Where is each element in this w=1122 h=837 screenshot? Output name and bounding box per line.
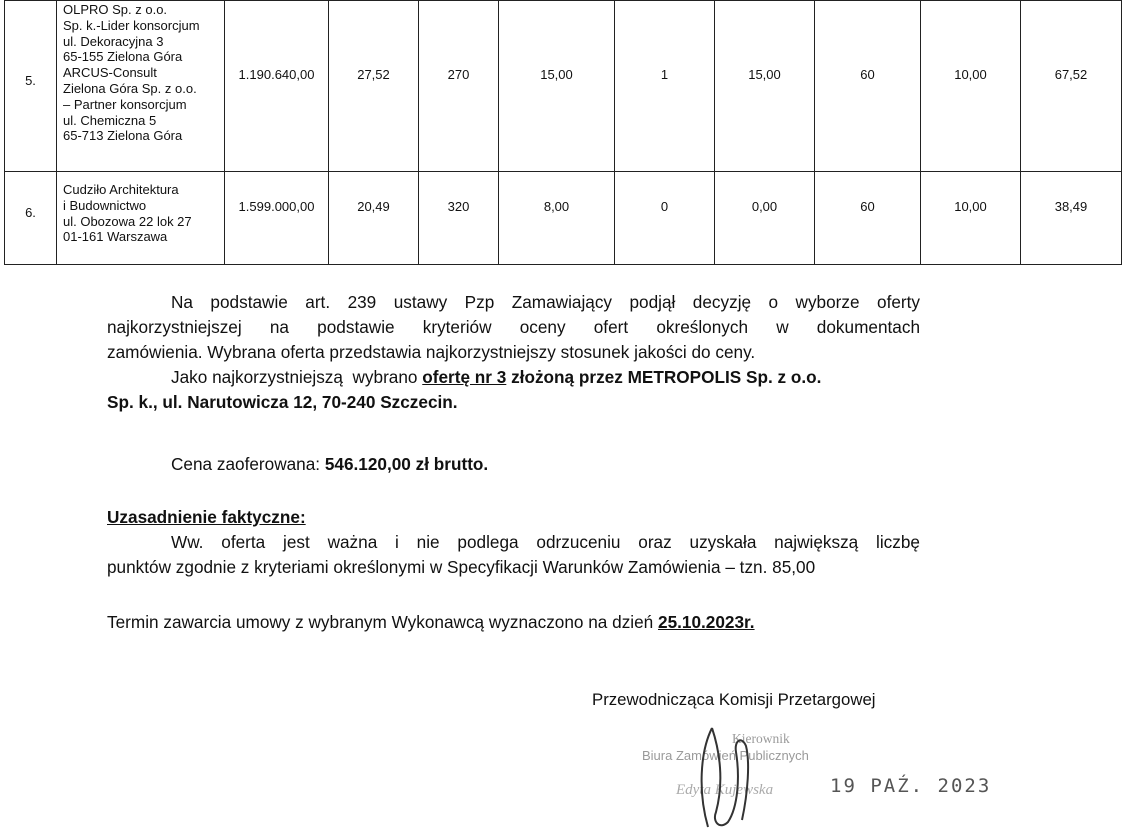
- stamp-line-2: Biura Zamówień Publicznych: [642, 748, 809, 763]
- criterion3-points-cell: 10,00: [921, 1, 1021, 172]
- lp-cell: 6.: [5, 172, 57, 265]
- decision-line-1: Na podstawie art. 239 ustawy Pzp Zamawiający podjął decyzję o wyborze oferty: [171, 292, 920, 312]
- signature-icon: [690, 722, 770, 837]
- total-points-cell: 67,52: [1021, 1, 1122, 172]
- lp-cell: 5.: [5, 1, 57, 172]
- chosen-offer: ofertę nr 3: [422, 367, 507, 387]
- total-points-cell: 38,49: [1021, 172, 1122, 265]
- chosen-address: [107, 390, 920, 415]
- justification-section: [107, 505, 920, 580]
- price-points-cell: 27,52: [329, 1, 419, 172]
- justification-heading-text: Uzasadnienie faktyczne:: [107, 507, 306, 527]
- criterion2-points-cell: 0,00: [715, 172, 815, 265]
- price-cell: 1.599.000,00: [225, 172, 329, 265]
- contract-line: [107, 610, 920, 635]
- price-points-cell: 20,49: [329, 172, 419, 265]
- criterion2-value-cell: 0: [615, 172, 715, 265]
- table-row: [5, 1, 1122, 172]
- price-cell: 1.190.640,00: [225, 1, 329, 172]
- price-line: [107, 452, 920, 477]
- criterion-points-cell: 8,00: [499, 172, 615, 265]
- chosen-by: złożoną przez METROPOLIS Sp. z o.o.: [506, 367, 822, 387]
- criterion-points-cell: 15,00: [499, 1, 615, 172]
- contract-text: Termin zawarcia umowy z wybranym Wykonawcą wyznaczono na dzień: [107, 612, 659, 632]
- criterion2-points-cell: 15,00: [715, 1, 815, 172]
- stamp-line-1: Kierownik: [732, 731, 790, 746]
- criterion3-value-cell: 60: [815, 172, 921, 265]
- stamp-name: Edyta Kujewska: [676, 782, 774, 798]
- criterion-value-cell: 270: [419, 1, 499, 172]
- decision-line-3: zamówienia. Wybrana oferta przedstawia najkorzystniejszy stosunek jakości do ceny.: [107, 342, 756, 362]
- chosen-prefix: Jako najkorzystniejszą wybrano: [171, 367, 423, 387]
- justification-heading: [107, 505, 920, 530]
- criterion3-value-cell: 60: [815, 1, 921, 172]
- contractor-cell: OLPRO Sp. z o.o. Sp. k.-Lider konsorcjum ul. Dekoracyjna 3 65-155 Zielona Góra ARCUS-Consult Zielona Góra Sp. z o.o. – Partner konsorcjum ul. Chemiczna 5 65-713 Zielona Góra: [57, 1, 225, 172]
- price-label: Cena zaoferowana:: [171, 454, 325, 474]
- justification-line-2: punktów zgodnie z kryteriami określonymi w Specyfikacji Warunków Zamówienia – tzn. 85,00: [107, 557, 816, 577]
- justification-line-1: Ww. oferta jest ważna i nie podlega odrzuceniu oraz uzyskała największą liczbę: [171, 532, 920, 552]
- contractor-cell: Cudziło Architektura i Budownictwo ul. Obozowa 22 lok 27 01-161 Warszawa: [57, 172, 225, 265]
- decision-paragraph: [107, 290, 920, 415]
- date-stamp: 19 PAŹ. 2023: [830, 775, 992, 797]
- contract-date: 25.10.2023r.: [658, 612, 755, 632]
- table-row: [5, 172, 1122, 265]
- signatory-title: Przewodnicząca Komisji Przetargowej: [592, 690, 876, 709]
- chosen-address-text: Sp. k., ul. Narutowicza 12, 70-240 Szczecin.: [107, 392, 458, 412]
- criterion2-value-cell: 1: [615, 1, 715, 172]
- decision-line-2: najkorzystniejszej na podstawie kryteriów oceny ofert określonych w dokumentach: [107, 317, 920, 337]
- chosen-offer-line: [107, 365, 920, 390]
- results-table: [4, 0, 1122, 265]
- criterion-value-cell: 320: [419, 172, 499, 265]
- price-value: 546.120,00 zł brutto.: [324, 454, 489, 474]
- criterion3-points-cell: 10,00: [921, 172, 1021, 265]
